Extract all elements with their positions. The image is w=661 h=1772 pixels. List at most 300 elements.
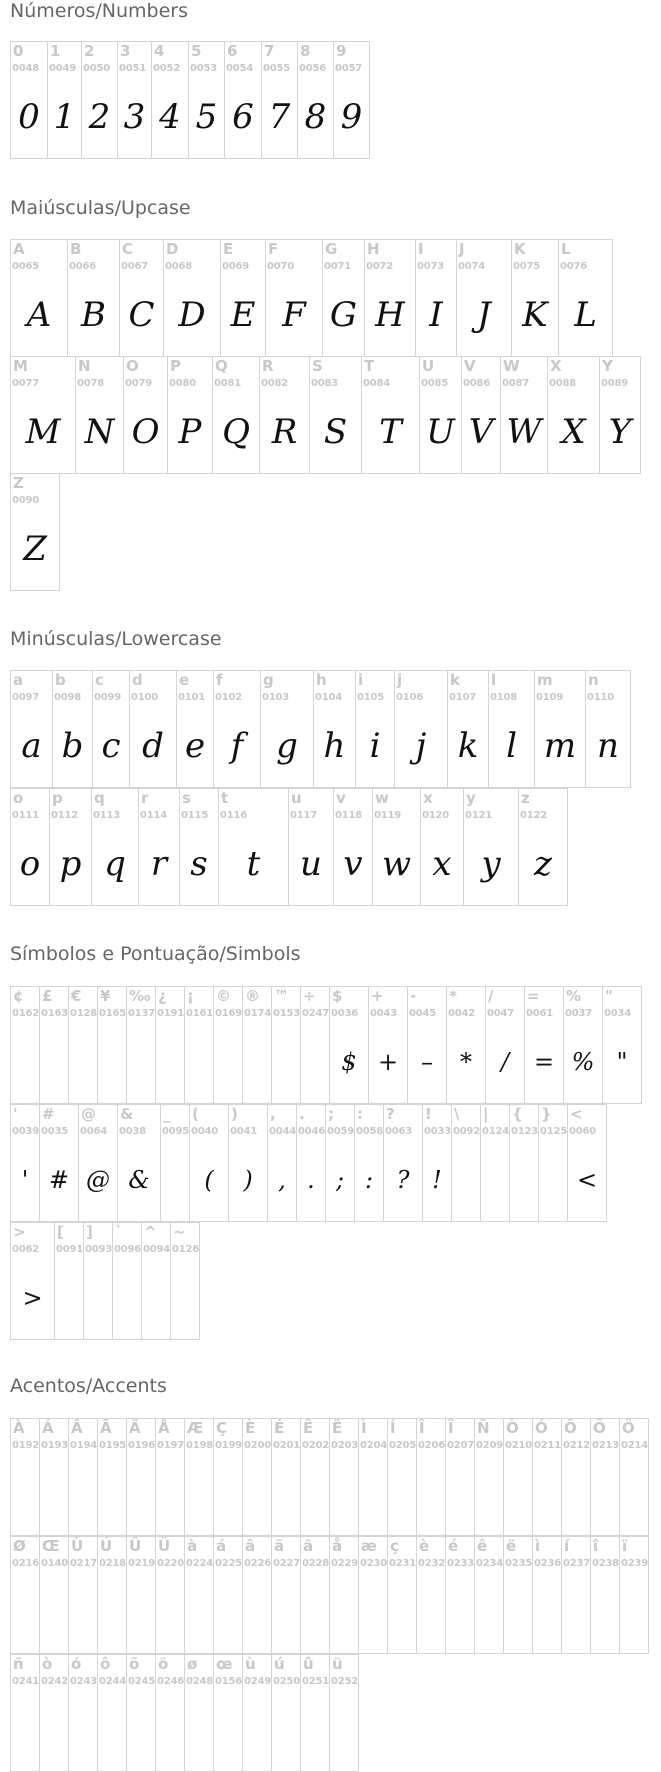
glyph-cell bbox=[119, 239, 164, 357]
glyph-sample: q bbox=[104, 844, 126, 884]
character-label: } bbox=[541, 1105, 552, 1123]
character-label: ¥ bbox=[100, 987, 111, 1005]
character-code: 0113 bbox=[93, 810, 121, 821]
glyph-sample: E bbox=[230, 295, 256, 335]
glyph-sample bbox=[562, 1457, 590, 1531]
character-code: 0035 bbox=[41, 1126, 69, 1137]
glyph-cell bbox=[160, 1104, 190, 1222]
lower-row bbox=[10, 788, 568, 906]
glyph-cell bbox=[300, 1418, 330, 1536]
glyph-cell bbox=[213, 1536, 243, 1654]
glyph-cell bbox=[10, 1536, 40, 1654]
character-code: 0110 bbox=[587, 692, 615, 703]
glyph-sample: o bbox=[19, 844, 41, 884]
glyph-cell bbox=[524, 986, 564, 1104]
character-label: Ä bbox=[129, 1419, 141, 1437]
character-label: u bbox=[291, 789, 302, 807]
character-label: Œ bbox=[42, 1537, 60, 1555]
character-label: Ï bbox=[448, 1419, 454, 1437]
character-code: 0061 bbox=[526, 1008, 554, 1019]
glyph-sample: p bbox=[59, 844, 82, 884]
character-label: 3 bbox=[120, 42, 131, 60]
glyph-sample bbox=[504, 1457, 532, 1531]
character-label: ç bbox=[390, 1537, 399, 1555]
glyph-cell bbox=[463, 788, 519, 906]
glyph-sample: z bbox=[534, 844, 552, 884]
character-label: i bbox=[358, 671, 364, 689]
glyph-sample bbox=[452, 1143, 480, 1217]
glyph-cell bbox=[129, 670, 177, 788]
character-label: : bbox=[357, 1105, 363, 1123]
glyph-sample: I bbox=[429, 295, 443, 335]
glyph-sample: f bbox=[230, 726, 244, 766]
glyph-cell bbox=[151, 41, 189, 159]
character-label: t bbox=[221, 789, 229, 807]
glyph-cell bbox=[78, 1104, 118, 1222]
symbols-row bbox=[10, 986, 642, 1104]
character-label: ï bbox=[622, 1537, 628, 1555]
glyph-cell bbox=[415, 239, 457, 357]
glyph-cell bbox=[456, 239, 512, 357]
glyph-sample: x bbox=[432, 844, 452, 884]
glyph-sample: ' bbox=[21, 1166, 29, 1194]
glyph-cell bbox=[474, 1418, 504, 1536]
glyph-cell bbox=[10, 1222, 55, 1340]
upper-row bbox=[10, 473, 60, 591]
glyph-cell bbox=[296, 1104, 326, 1222]
character-label: 0 bbox=[13, 42, 24, 60]
glyph-sample bbox=[11, 1457, 39, 1531]
glyph-sample bbox=[185, 1025, 213, 1099]
glyph-cell bbox=[10, 788, 50, 906]
character-code: 0120 bbox=[422, 810, 450, 821]
glyph-cell bbox=[184, 1654, 214, 1772]
character-code: 0247 bbox=[302, 1008, 330, 1019]
character-label: 1 bbox=[50, 42, 61, 60]
character-label: f bbox=[216, 671, 223, 689]
glyph-sample bbox=[359, 1457, 387, 1531]
character-label: Ø bbox=[13, 1537, 26, 1555]
glyph-cell bbox=[563, 986, 603, 1104]
glyph-cell bbox=[485, 986, 525, 1104]
glyph-cell bbox=[75, 356, 124, 474]
glyph-sample: 5 bbox=[195, 97, 218, 137]
glyph-cell bbox=[547, 356, 600, 474]
glyph-sample bbox=[161, 1143, 189, 1217]
upcase-section-title: Maiúsculas/Upcase bbox=[10, 197, 191, 219]
character-label: Î bbox=[419, 1419, 425, 1437]
character-label: é bbox=[448, 1537, 459, 1555]
glyph-sample bbox=[243, 1693, 271, 1767]
character-code: 0229 bbox=[331, 1558, 359, 1569]
character-code: 0038 bbox=[119, 1126, 147, 1137]
glyph-sample bbox=[330, 1575, 358, 1649]
character-label: 9 bbox=[336, 42, 347, 60]
glyph-sample: N bbox=[84, 412, 115, 452]
glyph-cell bbox=[242, 1418, 272, 1536]
glyph-sample bbox=[475, 1575, 503, 1649]
glyph-cell bbox=[383, 1104, 423, 1222]
glyph-cell bbox=[163, 239, 221, 357]
character-label: q bbox=[94, 789, 105, 807]
glyph-cell bbox=[329, 986, 369, 1104]
character-code: 0210 bbox=[505, 1440, 533, 1451]
character-label: b bbox=[55, 671, 66, 689]
character-code: 0042 bbox=[448, 1008, 476, 1019]
glyph-cell bbox=[54, 1222, 84, 1340]
glyph-cell bbox=[446, 986, 486, 1104]
character-code: 0074 bbox=[458, 261, 486, 272]
glyph-cell bbox=[271, 1654, 301, 1772]
glyph-cell bbox=[68, 986, 98, 1104]
glyph-sample bbox=[388, 1575, 416, 1649]
character-label: € bbox=[71, 987, 82, 1005]
character-code: 0051 bbox=[119, 63, 147, 74]
character-code: 0140 bbox=[41, 1558, 69, 1569]
character-code: 0106 bbox=[396, 692, 424, 703]
character-label: O bbox=[126, 357, 139, 375]
glyph-sample: 1 bbox=[53, 97, 76, 137]
character-code: 0068 bbox=[165, 261, 193, 272]
character-code: 0058 bbox=[356, 1126, 384, 1137]
glyph-sample: L bbox=[574, 295, 597, 335]
character-code: 0050 bbox=[83, 63, 111, 74]
character-code: 0056 bbox=[299, 63, 327, 74]
character-label: W bbox=[503, 357, 520, 375]
glyph-cell bbox=[138, 788, 180, 906]
glyph-sample: R bbox=[271, 412, 298, 452]
lowercase-section-title: Minúsculas/Lowercase bbox=[10, 628, 222, 650]
character-label: n bbox=[588, 671, 599, 689]
character-code: 0090 bbox=[12, 495, 40, 506]
character-label: P bbox=[170, 357, 181, 375]
glyph-sample: 0 bbox=[18, 97, 40, 137]
glyph-sample: C bbox=[128, 295, 155, 335]
glyph-sample bbox=[98, 1693, 126, 1767]
character-label: X bbox=[550, 357, 562, 375]
character-label: F bbox=[268, 240, 279, 258]
character-label: ] bbox=[86, 1223, 93, 1241]
character-code: 0128 bbox=[70, 1008, 98, 1019]
character-label: ó bbox=[71, 1655, 82, 1673]
glyph-sample: K bbox=[522, 295, 548, 335]
glyph-cell bbox=[81, 41, 118, 159]
character-label: Ò bbox=[506, 1419, 519, 1437]
glyph-sample: ! bbox=[432, 1166, 442, 1194]
character-label: á bbox=[216, 1537, 227, 1555]
character-code: 0065 bbox=[12, 261, 40, 272]
glyph-cell bbox=[218, 788, 289, 906]
glyph-sample bbox=[40, 1575, 68, 1649]
character-code: 0195 bbox=[99, 1440, 127, 1451]
glyph-cell bbox=[300, 986, 330, 1104]
character-label: ñ bbox=[13, 1655, 24, 1673]
glyph-cell bbox=[167, 356, 213, 474]
character-label: Õ bbox=[593, 1419, 606, 1437]
glyph-sample bbox=[40, 1025, 68, 1099]
character-code: 0078 bbox=[77, 378, 105, 389]
glyph-cell bbox=[39, 1104, 79, 1222]
character-label: Ö bbox=[622, 1419, 635, 1437]
character-label: ) bbox=[231, 1105, 238, 1123]
glyph-cell bbox=[372, 788, 421, 906]
character-label: { bbox=[512, 1105, 523, 1123]
character-code: 0063 bbox=[385, 1126, 413, 1137]
glyph-cell bbox=[329, 1654, 359, 1772]
character-label: - bbox=[410, 987, 417, 1005]
character-label: ` bbox=[115, 1223, 123, 1241]
character-label: ~ bbox=[173, 1223, 186, 1241]
character-label: Ê bbox=[303, 1419, 314, 1437]
character-label: Í bbox=[390, 1419, 396, 1437]
character-label: U bbox=[422, 357, 435, 375]
glyph-sample: u bbox=[300, 844, 322, 884]
character-label: a bbox=[13, 671, 24, 689]
character-code: 0066 bbox=[69, 261, 97, 272]
character-label: e bbox=[179, 671, 190, 689]
glyph-cell bbox=[271, 1536, 301, 1654]
glyph-sample: A bbox=[26, 295, 52, 335]
glyph-sample bbox=[591, 1457, 619, 1531]
glyph-cell bbox=[534, 670, 586, 788]
glyph-sample bbox=[84, 1261, 112, 1335]
character-code: 0034 bbox=[604, 1008, 632, 1019]
character-label: Ó bbox=[535, 1419, 548, 1437]
character-code: 0197 bbox=[157, 1440, 185, 1451]
glyph-cell bbox=[354, 1104, 384, 1222]
glyph-cell bbox=[509, 1104, 539, 1222]
character-label: < bbox=[570, 1105, 583, 1123]
glyph-sample: P bbox=[178, 412, 202, 452]
glyph-sample bbox=[388, 1457, 416, 1531]
character-code: 0081 bbox=[214, 378, 242, 389]
glyph-sample bbox=[69, 1693, 97, 1767]
glyph-cell bbox=[213, 1418, 243, 1536]
glyph-cell bbox=[368, 986, 408, 1104]
character-label: ¡ bbox=[187, 987, 194, 1005]
glyph-cell bbox=[10, 356, 76, 474]
glyph-cell bbox=[387, 1536, 417, 1654]
glyph-cell bbox=[68, 1418, 98, 1536]
glyph-sample: @ bbox=[86, 1166, 110, 1194]
character-code: 0060 bbox=[569, 1126, 597, 1137]
glyph-cell bbox=[590, 1536, 620, 1654]
character-code: 0053 bbox=[190, 63, 218, 74]
glyph-sample bbox=[214, 1693, 242, 1767]
glyph-cell bbox=[420, 788, 464, 906]
character-label: Q bbox=[215, 357, 228, 375]
glyph-sample: : bbox=[364, 1166, 374, 1194]
glyph-sample: Q bbox=[222, 412, 250, 452]
character-label: d bbox=[132, 671, 143, 689]
glyph-cell bbox=[585, 670, 631, 788]
glyph-cell bbox=[184, 1536, 214, 1654]
glyph-cell bbox=[68, 1654, 98, 1772]
glyph-sample: J bbox=[477, 295, 491, 335]
character-code: 0241 bbox=[12, 1676, 40, 1687]
glyph-cell bbox=[155, 1536, 185, 1654]
character-code: 0220 bbox=[157, 1558, 185, 1569]
character-label: & bbox=[120, 1105, 134, 1123]
glyph-sample bbox=[142, 1261, 170, 1335]
glyph-sample: U bbox=[426, 412, 455, 452]
glyph-sample bbox=[11, 1693, 39, 1767]
character-code: 0092 bbox=[453, 1126, 481, 1137]
character-code: 0073 bbox=[417, 261, 445, 272]
glyph-cell bbox=[260, 670, 314, 788]
character-label: | bbox=[483, 1105, 489, 1123]
character-code: 0036 bbox=[331, 1008, 359, 1019]
glyph-sample: – bbox=[421, 1048, 433, 1076]
glyph-sample: = bbox=[533, 1048, 555, 1076]
character-label: Y bbox=[602, 357, 613, 375]
glyph-cell bbox=[309, 356, 362, 474]
glyph-cell bbox=[313, 670, 356, 788]
glyph-sample: W bbox=[506, 412, 542, 452]
glyph-cell bbox=[599, 356, 641, 474]
character-code: 0196 bbox=[128, 1440, 156, 1451]
glyph-cell bbox=[329, 1418, 359, 1536]
character-label: B bbox=[70, 240, 82, 258]
glyph-sample bbox=[55, 1261, 83, 1335]
character-code: 0111 bbox=[12, 810, 40, 821]
character-label: ® bbox=[245, 987, 260, 1005]
character-code: 0095 bbox=[162, 1126, 190, 1137]
character-code: 0119 bbox=[374, 810, 402, 821]
glyph-cell bbox=[179, 788, 219, 906]
character-label: Ú bbox=[100, 1537, 113, 1555]
character-label: Ô bbox=[564, 1419, 577, 1437]
character-label: ã bbox=[274, 1537, 285, 1555]
character-code: 0230 bbox=[360, 1558, 388, 1569]
character-label: h bbox=[316, 671, 327, 689]
character-code: 0083 bbox=[311, 378, 339, 389]
glyph-cell bbox=[333, 788, 373, 906]
character-code: 0088 bbox=[549, 378, 577, 389]
glyph-cell bbox=[97, 1418, 127, 1536]
glyph-cell bbox=[242, 1536, 272, 1654]
glyph-cell bbox=[265, 239, 323, 357]
character-label: Ç bbox=[216, 1419, 228, 1437]
glyph-cell bbox=[297, 41, 334, 159]
glyph-sample bbox=[359, 1575, 387, 1649]
character-code: 0080 bbox=[169, 378, 197, 389]
glyph-cell bbox=[52, 670, 93, 788]
glyph-sample: & bbox=[128, 1166, 150, 1194]
character-code: 0077 bbox=[12, 378, 40, 389]
character-code: 0218 bbox=[99, 1558, 127, 1569]
character-label: y bbox=[466, 789, 476, 807]
character-label: ! bbox=[425, 1105, 432, 1123]
character-code: 0232 bbox=[418, 1558, 446, 1569]
character-label: â bbox=[245, 1537, 256, 1555]
character-label: m bbox=[537, 671, 553, 689]
character-code: 0242 bbox=[41, 1676, 69, 1687]
glyph-cell bbox=[532, 1418, 562, 1536]
character-label: å bbox=[332, 1537, 343, 1555]
character-label: ô bbox=[100, 1655, 111, 1673]
numbers-section-title: Números/Numbers bbox=[10, 0, 188, 22]
character-label: À bbox=[13, 1419, 25, 1437]
character-code: 0121 bbox=[465, 810, 493, 821]
character-code: 0239 bbox=[621, 1558, 649, 1569]
character-label: " bbox=[605, 987, 613, 1005]
glyph-cell bbox=[39, 1418, 69, 1536]
character-code: 0049 bbox=[49, 63, 77, 74]
character-label: ú bbox=[274, 1655, 285, 1673]
character-code: 0082 bbox=[261, 378, 289, 389]
character-code: 0156 bbox=[215, 1676, 243, 1687]
glyph-cell bbox=[447, 670, 489, 788]
symbols-row bbox=[10, 1104, 607, 1222]
character-label: à bbox=[187, 1537, 198, 1555]
glyph-sample: " bbox=[616, 1048, 628, 1076]
glyph-sample: M bbox=[25, 412, 61, 452]
glyph-sample: l bbox=[506, 726, 517, 766]
glyph-sample bbox=[156, 1457, 184, 1531]
character-label: Á bbox=[42, 1419, 54, 1437]
character-code: 0201 bbox=[273, 1440, 301, 1451]
character-code: 0117 bbox=[290, 810, 318, 821]
glyph-sample bbox=[185, 1693, 213, 1767]
character-label: © bbox=[216, 987, 231, 1005]
glyph-cell bbox=[141, 1222, 171, 1340]
glyph-sample bbox=[127, 1575, 155, 1649]
glyph-cell bbox=[10, 239, 68, 357]
character-code: 0227 bbox=[273, 1558, 301, 1569]
character-code: 0231 bbox=[389, 1558, 417, 1569]
glyph-sample bbox=[533, 1457, 561, 1531]
character-code: 0055 bbox=[263, 63, 291, 74]
glyph-cell bbox=[126, 1654, 156, 1772]
character-code: 0169 bbox=[215, 1008, 243, 1019]
character-label: D bbox=[166, 240, 179, 258]
character-code: 0191 bbox=[157, 1008, 185, 1019]
character-code: 0203 bbox=[331, 1440, 359, 1451]
glyph-sample: + bbox=[377, 1048, 399, 1076]
glyph-cell bbox=[511, 239, 559, 357]
character-code: 0102 bbox=[215, 692, 243, 703]
character-label: > bbox=[13, 1223, 26, 1241]
character-label: Å bbox=[158, 1419, 170, 1437]
glyph-cell bbox=[325, 1104, 355, 1222]
glyph-cell bbox=[10, 670, 53, 788]
character-code: 0108 bbox=[490, 692, 518, 703]
glyph-cell bbox=[10, 1654, 40, 1772]
glyph-sample: e bbox=[184, 726, 206, 766]
glyph-sample: . bbox=[307, 1166, 315, 1194]
character-label: ÷ bbox=[303, 987, 316, 1005]
glyph-cell bbox=[242, 986, 272, 1104]
character-label: ™ bbox=[274, 987, 289, 1005]
character-label: l bbox=[491, 671, 497, 689]
glyph-cell bbox=[261, 41, 298, 159]
character-code: 0243 bbox=[70, 1676, 98, 1687]
glyph-cell bbox=[49, 788, 92, 906]
character-label: ù bbox=[245, 1655, 256, 1673]
glyph-sample bbox=[243, 1457, 271, 1531]
glyph-sample: n bbox=[597, 726, 619, 766]
glyph-cell bbox=[518, 788, 568, 906]
glyph-cell bbox=[212, 356, 260, 474]
glyph-sample: w bbox=[381, 844, 412, 884]
character-code: 0153 bbox=[273, 1008, 301, 1019]
glyph-cell bbox=[419, 356, 462, 474]
glyph-sample bbox=[446, 1575, 474, 1649]
character-code: 0075 bbox=[513, 261, 541, 272]
glyph-sample bbox=[98, 1575, 126, 1649]
glyph-sample: g bbox=[276, 726, 298, 766]
